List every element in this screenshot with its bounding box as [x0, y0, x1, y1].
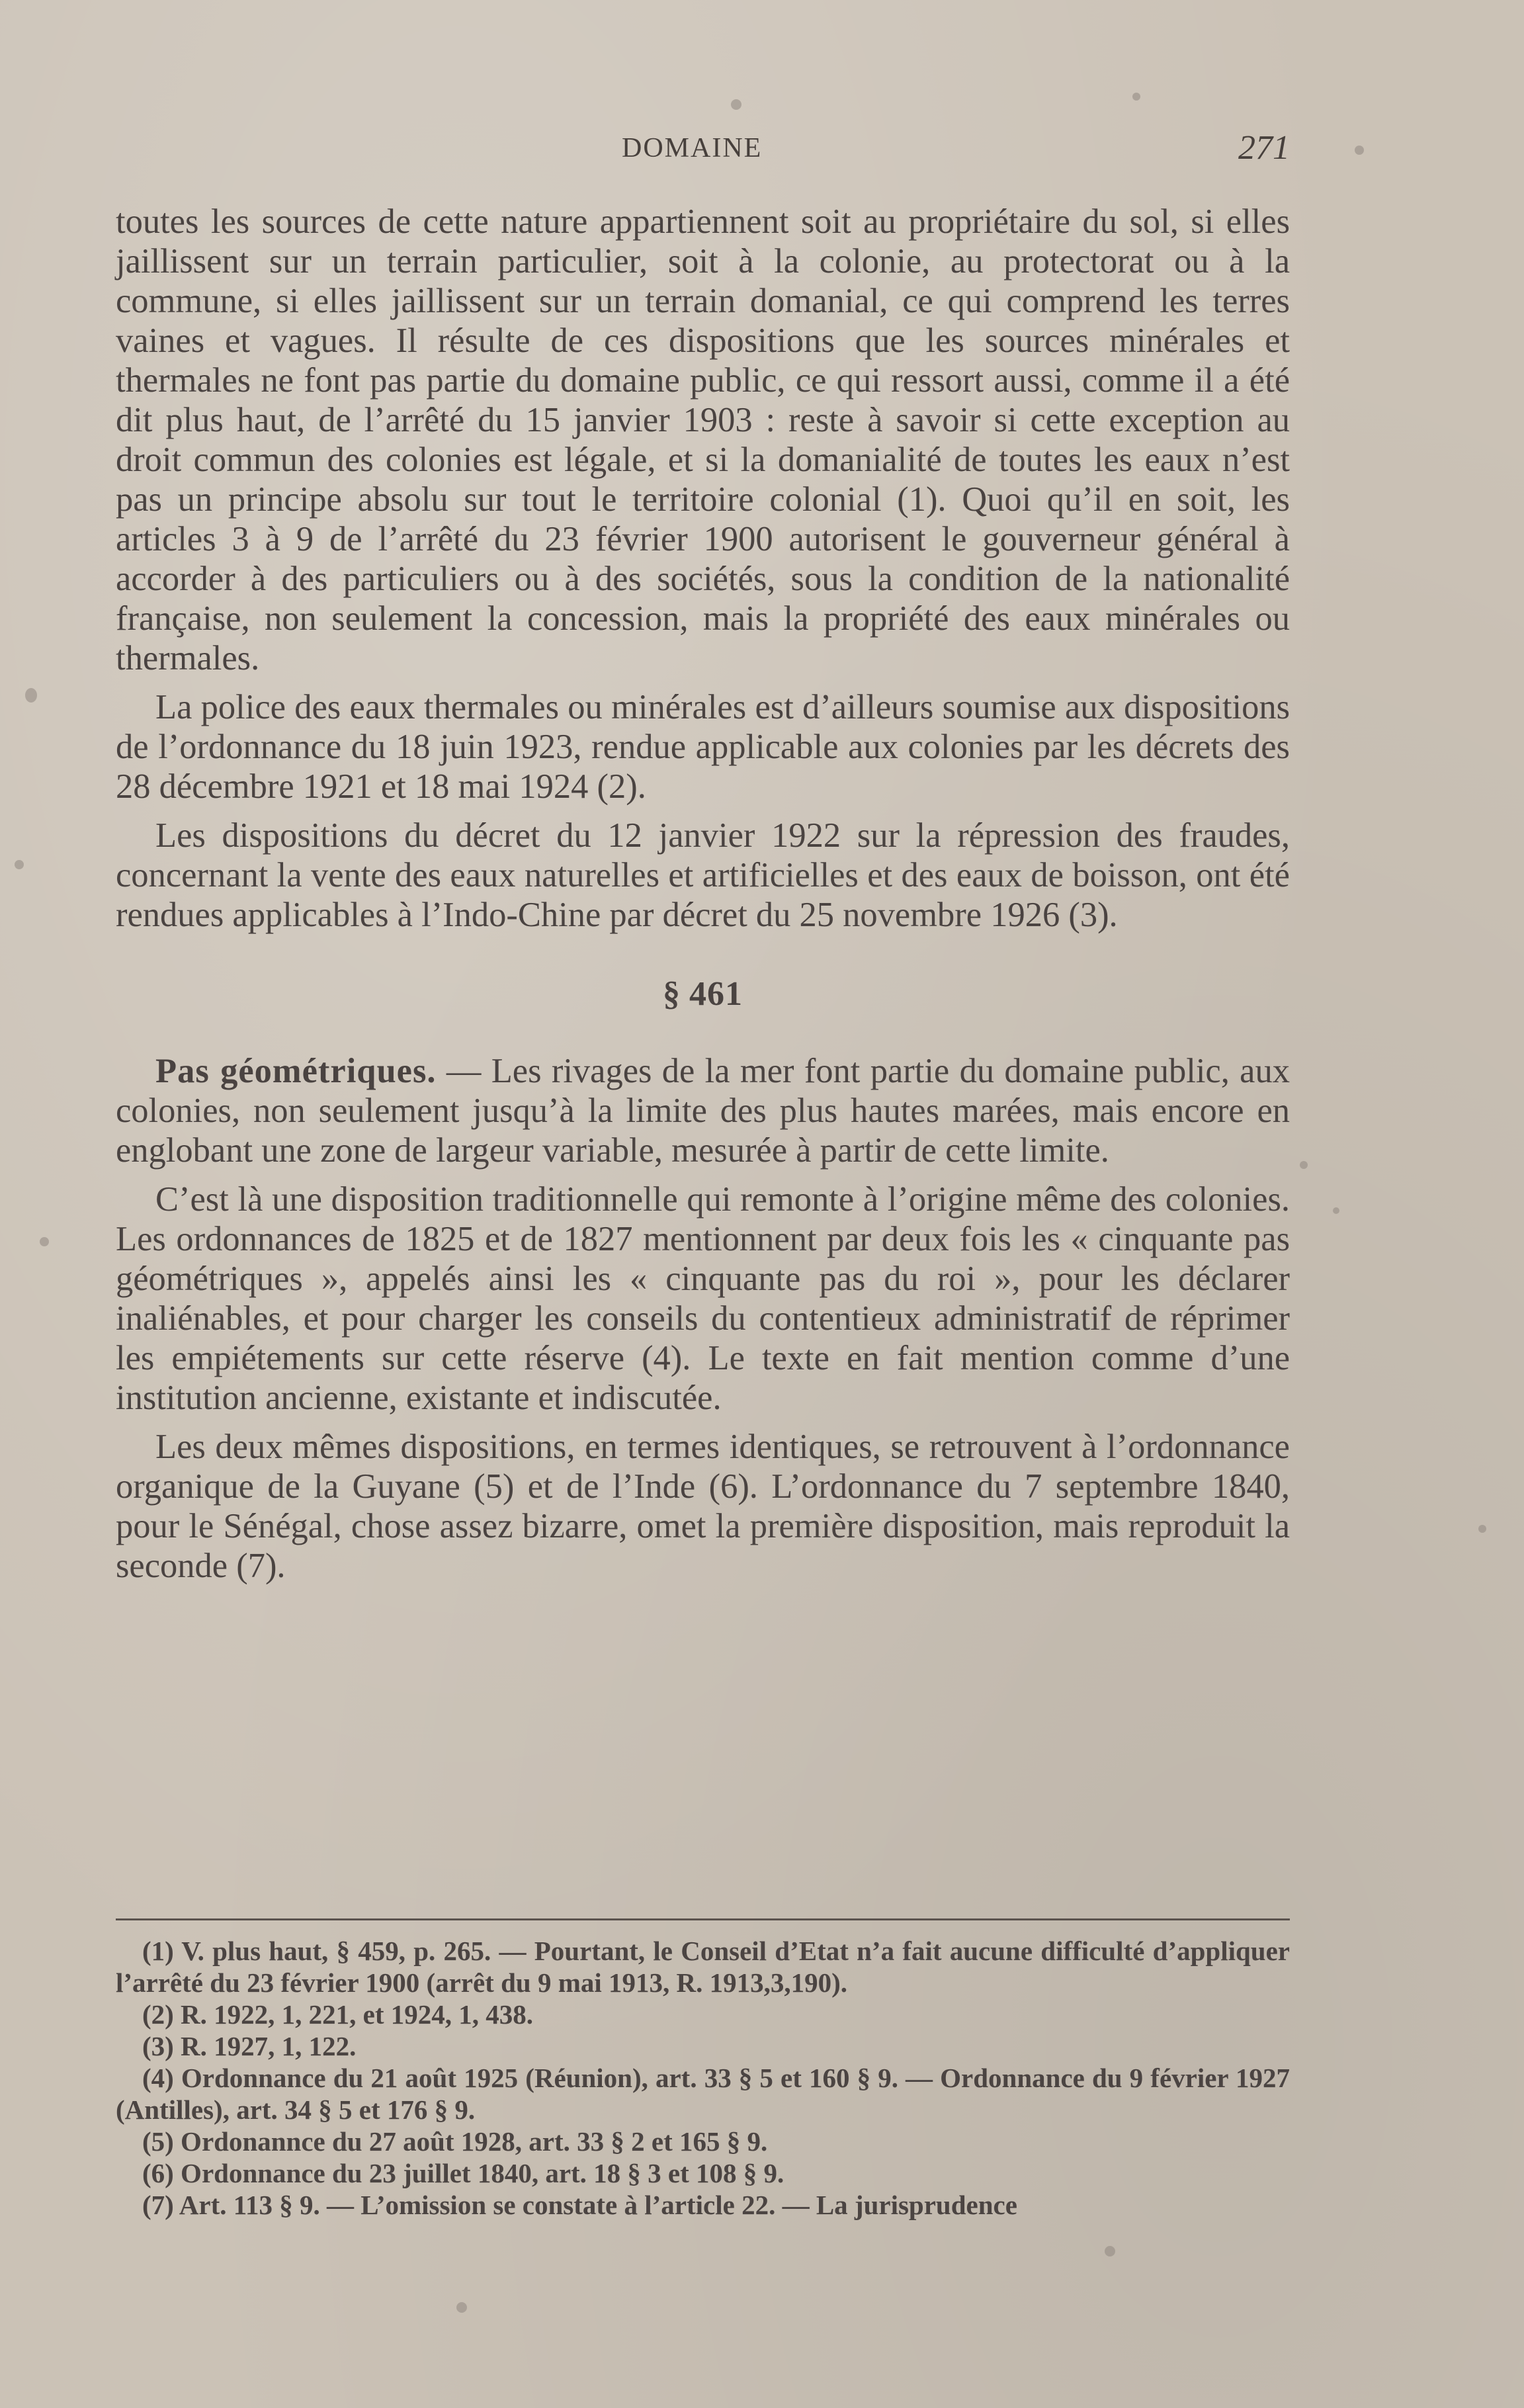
paper-speck — [1355, 146, 1364, 155]
running-title: DOMAINE — [622, 133, 763, 163]
section-heading — [116, 974, 1290, 1014]
section-lead-title: Pas géométriques. — [155, 1052, 437, 1090]
paper-speck — [1300, 1161, 1308, 1169]
paragraph-pas-geometriques-text: — Les rivages de la mer font partie du domaine public, aux colonies, non seulement jusqu’à la limite des plus hautes marées, mais encore en englobant une zone de largeur variable, mesurée à partir de cette limite. — [116, 1052, 1290, 1170]
paper-speck — [1132, 93, 1140, 101]
paper-speck — [456, 2302, 467, 2313]
paper-speck — [25, 688, 37, 703]
footnote: (1) V. plus haut, § 459, p. 265. — Pourtant, le Conseil d’Etat n’a fait aucune difficulté d’appliquer l’arrêté du 23 février 1900 (arrêt du 9 mai 1913, R. 1913,3,190). — [116, 1936, 1290, 1998]
footnote: (6) Ordonnance du 23 juillet 1840, art. 18 § 3 et 108 § 9. — [142, 2158, 784, 2188]
paper-speck — [1333, 1207, 1339, 1214]
page-number: 271 — [1238, 129, 1290, 167]
footnote: (2) R. 1922, 1, 221, et 1924, 1, 438. — [142, 1999, 534, 2030]
paper-speck — [1478, 1525, 1486, 1533]
paper-speck — [731, 99, 741, 110]
paragraph-pas-geometriques — [116, 1051, 1290, 1170]
paper-speck — [15, 860, 24, 869]
footnote: (7) Art. 113 § 9. — L’omission se constate à l’article 22. — La jurisprudence — [142, 2190, 1017, 2220]
paragraph-repression-fraudes: Les dispositions du décret du 12 janvier 1922 sur la répression des fraudes, concernant la vente des eaux naturelles et artificielles et des eaux de boisson, ont été rendues applicables à l’Indo-Chine par décret du 25 novembre 1926 (3). — [116, 816, 1290, 934]
paragraph-guyane-inde: Les deux mêmes dispositions, en termes identiques, se retrouvent à l’ordonnance organique de la Guyane (5) et de l’Inde (6). L’ordonnance du 7 septembre 1840, pour le Sénégal, chose assez bizarre, omet la première disposition, mais reproduit la seconde (7). — [116, 1428, 1290, 1585]
paragraph-continued: toutes les sources de cette nature appartiennent soit au propriétaire du sol, si elles jaillissent sur un terrain particulier, soit à la colonie, au protectorat ou à la commune, si elles jaillissent sur un terrain domanial, ce qui comprend les terres vaines et vagues. Il résulte de ces dispositions que les sources minérales et thermales ne font pas partie du domaine public, ce qui ressort aussi, comme il a été dit plus haut, de l’arrêté du 15 janvier 1903 : reste à savoir si cette exception au droit commun des colonies est légale, et si la domanialité de toutes les eaux n’est pas un principe absolu sur tout le territoire colonial (1). Quoi qu’il en soit, les articles 3 à 9 de l’arrêté du 23 février 1900 autorisent le gouverneur général à accorder à des particuliers ou à des sociétés, sous la condition de la nationalité française, non seulement la concession, mais la propriété des eaux minérales ou thermales. — [116, 202, 1290, 677]
section-symbol: § — [663, 975, 681, 1013]
main-text — [116, 202, 1290, 1586]
paper-speck — [1105, 2246, 1115, 2257]
section-number: 461 — [689, 975, 743, 1013]
paragraph-disposition-traditionnelle: C’est là une disposition traditionnelle qui remonte à l’origine même des colonies. Les ordonnances de 1825 et de 1827 mentionnent par deux fois les « cinquante pas géométriques », appelés ainsi les « cinquante pas du roi », pour les déclarer inaliénables, et pour charger les conseils du contentieux administratif de réprimer les empiétements sur cette réserve (4). Le texte en fait mention comme d’une institution ancienne, existante et indiscutée. — [116, 1180, 1290, 1417]
footnotes — [116, 1935, 1290, 2221]
page-header — [116, 129, 1290, 172]
footnote-divider — [116, 1918, 1290, 1920]
paper-speck — [40, 1237, 49, 1246]
footnote: (5) Ordonannce du 27 août 1928, art. 33 § 2 et 165 § 9. — [142, 2126, 768, 2157]
paragraph-police-des-eaux: La police des eaux thermales ou minérales est d’ailleurs soumise aux dispositions de l’ordonnance du 18 juin 1923, rendue applicable aux colonies par les décrets des 28 décembre 1921 et 18 mai 1924 (2). — [116, 688, 1290, 806]
footnote: (3) R. 1927, 1, 122. — [142, 2031, 357, 2061]
footnote: (4) Ordonnance du 21 août 1925 (Réunion), art. 33 § 5 et 160 § 9. — Ordonnance du 9 février 1927 (Antilles), art. 34 § 5 et 176 § 9. — [116, 2063, 1290, 2125]
